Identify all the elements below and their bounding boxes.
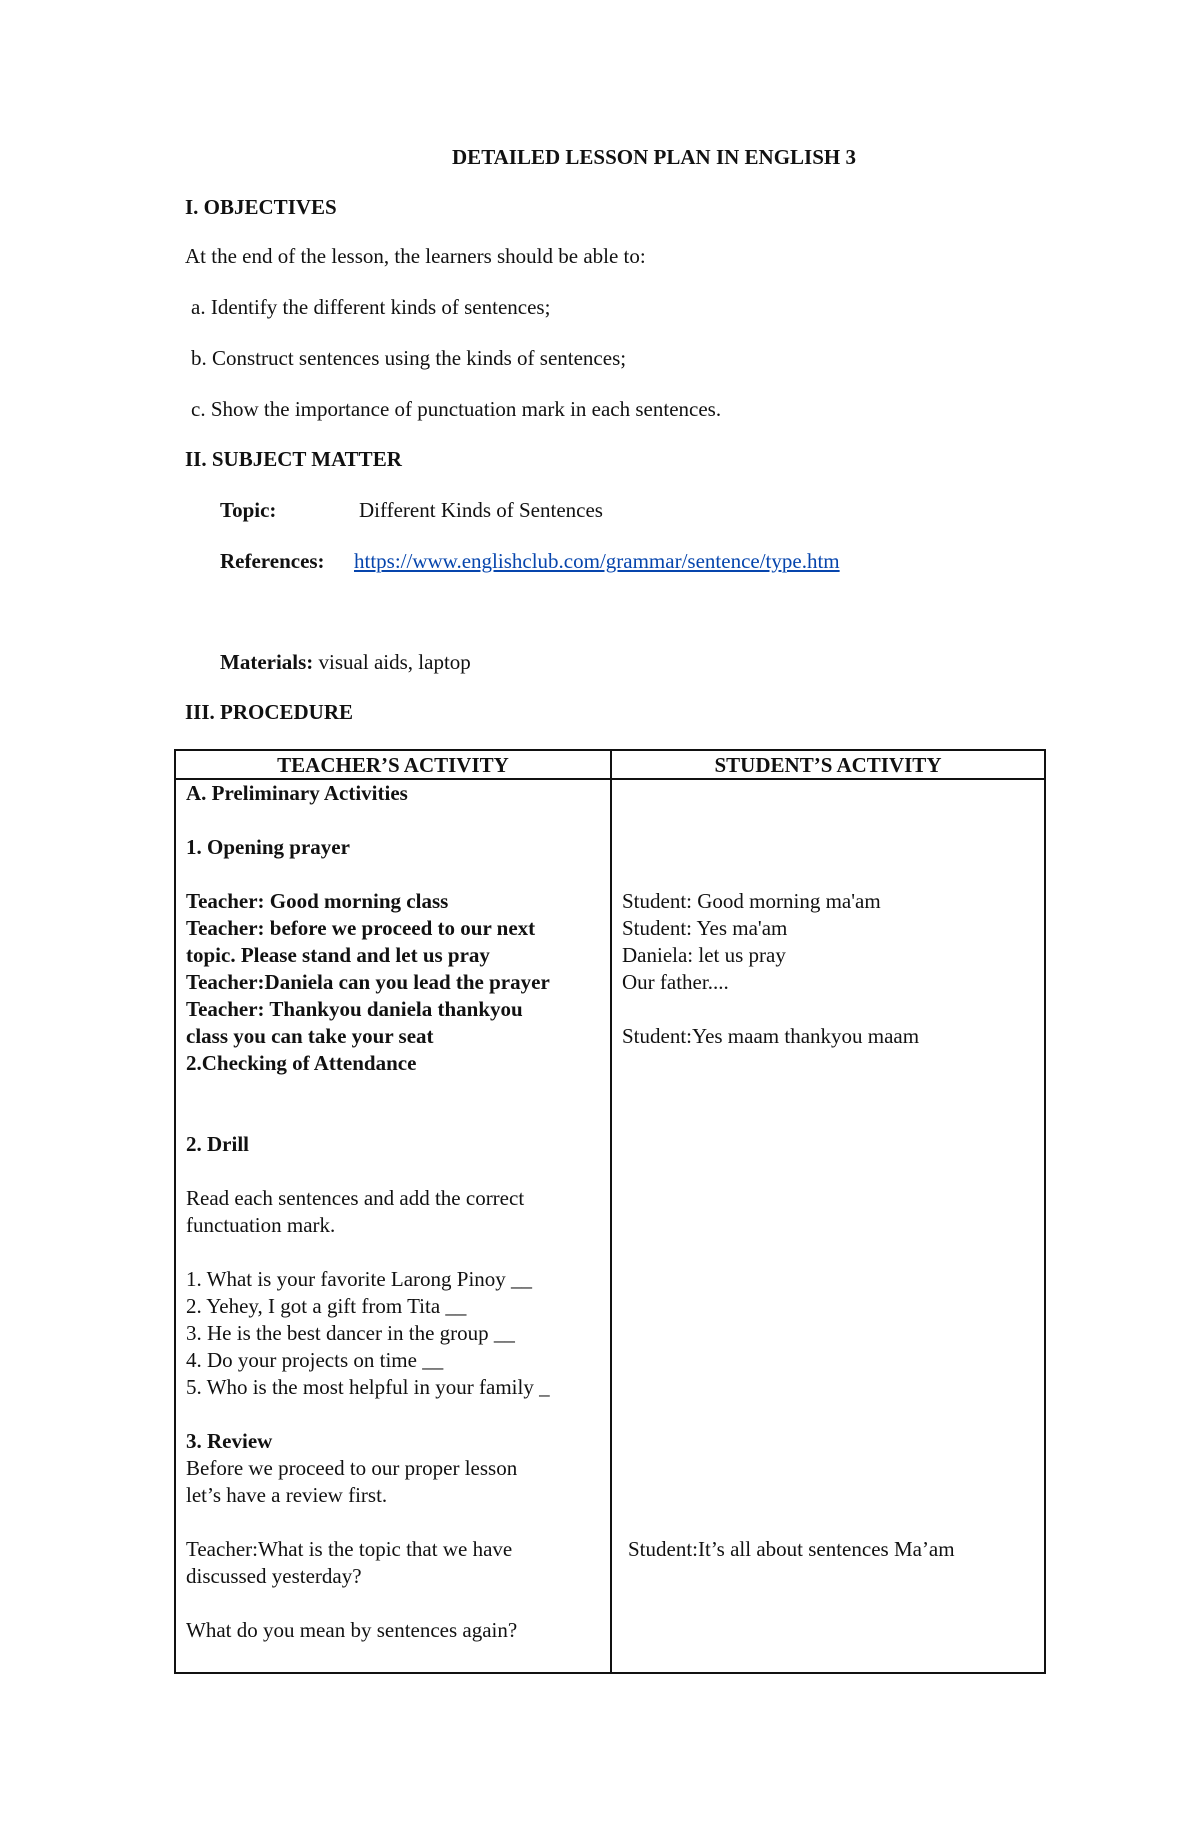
teacher-question: Teacher:What is the topic that we have [186, 1537, 513, 1561]
drill-item: 3. He is the best dancer in the group __ [186, 1321, 515, 1345]
drill-instruction: functuation mark. [186, 1213, 336, 1237]
review-text: Before we proceed to our proper lesson [186, 1456, 518, 1480]
teacher-line: Teacher: Thankyou daniela thankyou [186, 997, 523, 1021]
objective-item-a: a. Identify the different kinds of sentences; [191, 295, 551, 319]
drill-heading: 2. Drill [186, 1132, 249, 1156]
document-title: DETAILED LESSON PLAN IN ENGLISH 3 [452, 145, 856, 169]
teacher-line: Teacher:Daniela can you lead the prayer [186, 970, 550, 994]
opening-prayer: 1. Opening prayer [186, 835, 350, 859]
drill-item: 5. Who is the most helpful in your family _ [186, 1375, 550, 1399]
references-label: References: [220, 549, 325, 573]
procedure-table [174, 749, 1046, 1674]
objective-item-b: b. Construct sentences using the kinds of sentences; [191, 346, 627, 370]
teacher-line: class you can take your seat [186, 1024, 434, 1048]
student-line: Student:Yes maam thankyou maam [622, 1024, 920, 1048]
teacher-line: topic. Please stand and let us pray [186, 943, 490, 967]
drill-item: 1. What is your favorite Larong Pinoy __ [186, 1267, 533, 1291]
objectives-heading: I. OBJECTIVES [185, 195, 337, 219]
teacher-question: What do you mean by sentences again? [186, 1618, 518, 1642]
student-line: Student: Good morning ma'am [622, 889, 881, 913]
student-line: Daniela: let us pray [622, 943, 786, 967]
review-text: let’s have a review first. [186, 1483, 388, 1507]
references-link[interactable]: https://www.englishclub.com/grammar/sentence/type.htm [354, 549, 840, 573]
materials-label: Materials: [220, 650, 314, 674]
teacher-line: Teacher: Good morning class [186, 889, 449, 913]
materials-value: visual aids, laptop [318, 650, 471, 674]
objectives-intro: At the end of the lesson, the learners should be able to: [185, 244, 646, 268]
teacher-activity-header: TEACHER’S ACTIVITY [277, 753, 509, 777]
drill-item: 4. Do your projects on time __ [186, 1348, 444, 1372]
objective-item-c: c. Show the importance of punctuation mark in each sentences. [191, 397, 722, 421]
topic-label: Topic: [220, 498, 277, 522]
checking-attendance: 2.Checking of Attendance [186, 1051, 417, 1075]
procedure-heading: III. PROCEDURE [185, 700, 354, 724]
teacher-question: discussed yesterday? [186, 1564, 362, 1588]
drill-item: 2. Yehey, I got a gift from Tita __ [186, 1294, 467, 1318]
subject-matter-heading: II. SUBJECT MATTER [185, 447, 402, 471]
teacher-line: Teacher: before we proceed to our next [186, 916, 536, 940]
topic-value: Different Kinds of Sentences [359, 498, 603, 522]
drill-instruction: Read each sentences and add the correct [186, 1186, 525, 1210]
student-line: Our father.... [622, 970, 729, 994]
column-divider [610, 751, 612, 1672]
preliminary-activities: A. Preliminary Activities [186, 781, 408, 805]
student-line: Student:It’s all about sentences Ma’am [628, 1537, 955, 1561]
student-line: Student: Yes ma'am [622, 916, 788, 940]
student-activity-header: STUDENT’S ACTIVITY [714, 753, 942, 777]
review-heading: 3. Review [186, 1429, 273, 1453]
